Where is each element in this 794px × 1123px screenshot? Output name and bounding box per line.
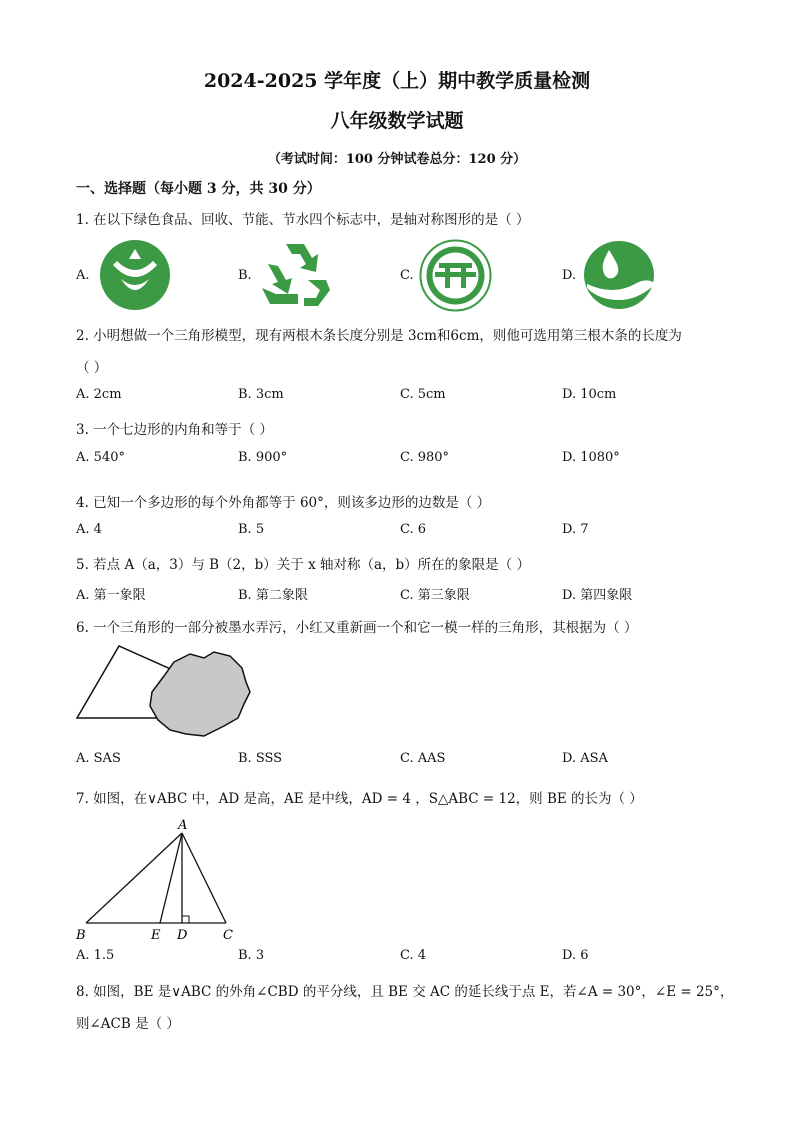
ink-blot [150, 652, 250, 736]
q4-option-b: B. 5 [238, 522, 265, 537]
median-ae [160, 833, 182, 923]
water-saving-logo [583, 240, 655, 310]
label-b: B [76, 928, 86, 943]
q3-option-c: C. 980° [400, 450, 450, 465]
q6-option-c: C. AAS [400, 751, 446, 766]
green-food-logo [99, 239, 171, 311]
q7-option-d: D. 6 [562, 948, 589, 963]
q6-option-a: A. SAS [76, 751, 121, 766]
question-3-text: 3. 一个七边形的内角和等于（ ） [76, 422, 273, 438]
q4-option-c: C. 6 [400, 522, 427, 537]
label-e: E [151, 928, 161, 943]
section-title: 一、选择题（每小题 3 分，共 30 分） [76, 181, 321, 197]
q1-option-a: A. [76, 268, 90, 283]
q4-option-a: A. 4 [76, 522, 102, 537]
q3-option-a: A. 540° [76, 450, 125, 465]
exam-title: 2024-2025 学年度（上）期中教学质量检测 [203, 70, 591, 92]
right-angle-mark [182, 916, 189, 923]
q2-option-b: B. 3cm [238, 387, 284, 402]
energy-saving-logo [419, 239, 492, 312]
question-1-text: 1. 在以下绿色食品、回收、节能、节水四个标志中，是轴对称图形的是（ ） [76, 212, 530, 228]
side-ac [182, 833, 226, 923]
recycle-logo [258, 240, 332, 310]
label-d: D [177, 928, 188, 943]
triangle-abc-figure [74, 815, 244, 943]
question-8-text-line2: 则∠ACB 是（ ） [76, 1016, 180, 1032]
q1-option-c: C. [400, 268, 414, 283]
q2-option-a: A. 2cm [76, 387, 122, 402]
q3-option-b: B. 900° [238, 450, 288, 465]
q6-option-b: B. SSS [238, 751, 283, 766]
q2-option-d: D. 10cm [562, 387, 617, 402]
q7-option-a: A. 1.5 [76, 948, 115, 963]
question-4-text: 4. 已知一个多边形的每个外角都等于 60°，则该多边形的边数是（ ） [76, 495, 491, 511]
question-5-text: 5. 若点 A（a，3）与 B（2，b）关于 x 轴对称（a，b）所在的象限是（ ） [76, 557, 530, 573]
question-7-text: 7. 如图，在∨ABC 中，AD 是高，AE 是中线，AD = 4 ，S△ABC = 12，则 BE 的长为（ ） [76, 791, 643, 807]
q5-option-d: D. 第四象限 [562, 588, 633, 603]
label-a: A [178, 818, 188, 833]
q7-option-c: C. 4 [400, 948, 427, 963]
question-6-text: 6. 一个三角形的一部分被墨水弄污，小红又重新画一个和它一模一样的三角形，其根据为（ ） [76, 620, 638, 636]
q5-option-a: A. 第一象限 [76, 588, 146, 603]
exam-info: （考试时间：100 分钟试卷总分：120 分） [267, 152, 527, 167]
question-8-text: 8. 如图，BE 是∨ABC 的外角∠CBD 的平分线，且 BE 交 AC 的延长线于点 E，若∠A = 30°，∠E = 25°， [76, 984, 734, 1000]
q5-option-b: B. 第二象限 [238, 588, 308, 603]
question-2-bracket: （ ） [76, 360, 108, 376]
q3-option-d: D. 1080° [562, 450, 620, 465]
question-2-text: 2. 小明想做一个三角形模型，现有两根木条长度分别是 3cm和6cm，则他可选用第三根木条的长度为 [76, 328, 682, 344]
q5-option-c: C. 第三象限 [400, 588, 470, 603]
q1-option-d: D. [562, 268, 577, 283]
side-ab [86, 833, 182, 923]
q7-option-b: B. 3 [238, 948, 265, 963]
ink-stained-triangle-figure [74, 644, 256, 740]
q6-option-d: D. ASA [562, 751, 608, 766]
label-c: C [223, 928, 233, 943]
q1-option-b: B. [238, 268, 252, 283]
q4-option-d: D. 7 [562, 522, 589, 537]
exam-subtitle: 八年级数学试题 [330, 110, 464, 132]
q2-option-c: C. 5cm [400, 387, 446, 402]
